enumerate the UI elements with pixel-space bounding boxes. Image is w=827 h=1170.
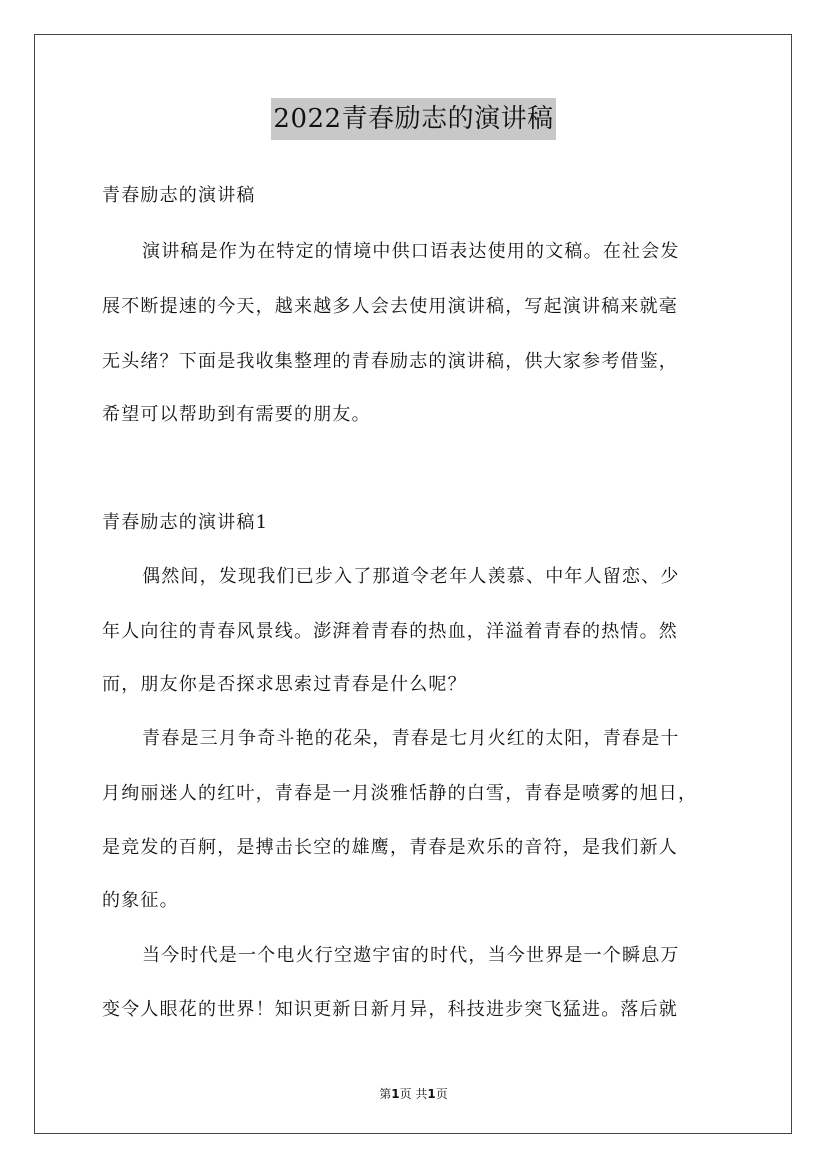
page-footer [0,1085,827,1102]
paragraph-line: 是竞发的百舸，是搏击长空的雄鹰，青春是欢乐的音符，是我们新人 [102,837,678,858]
paragraph-line: 的象征。 [102,890,179,911]
intro-line: 演讲稿是作为在特定的情境中供口语表达使用的文稿。在社会发 [142,241,680,262]
footer-mid: 页 共 [399,1087,428,1101]
footer-suffix: 页 [435,1087,448,1101]
intro-line: 无头绪？下面是我收集整理的青春励志的演讲稿，供大家参考借鉴， [102,351,678,372]
paragraph-line: 月绚丽迷人的红叶，青春是一月淡雅恬静的白雪，青春是喷雾的旭日， [102,783,698,804]
paragraph-line: 年人向往的青春风景线。澎湃着青春的热血，洋溢着青春的热情。然 [102,621,678,642]
paragraph-line: 而，朋友你是否探求思索过青春是什么呢？ [102,674,467,695]
section-heading: 青春励志的演讲稿 [102,185,256,206]
footer-prefix: 第 [379,1087,392,1101]
paragraph-line: 青春是三月争奇斗艳的花朵，青春是七月火红的太阳，青春是十 [142,728,680,749]
section-heading-1: 青春励志的演讲稿1 [102,512,269,533]
intro-line: 展不断提速的今天，越来越多人会去使用演讲稿，写起演讲稿来就毫 [102,296,678,317]
document-title: 2022青春励志的演讲稿 [271,98,555,140]
title-block [0,98,827,140]
intro-line: 希望可以帮助到有需要的朋友。 [102,404,371,425]
paragraph-line: 当今时代是一个电火行空遨宇宙的时代，当今世界是一个瞬息万 [142,945,680,966]
paragraph-line: 偶然间，发现我们已步入了那道令老年人羡慕、中年人留恋、少 [142,566,680,587]
total-pages: 1 [427,1087,436,1101]
paragraph-line: 变令人眼花的世界！知识更新日新月异，科技进步突飞猛进。落后就 [102,999,678,1020]
page-number: 1 [391,1087,400,1101]
